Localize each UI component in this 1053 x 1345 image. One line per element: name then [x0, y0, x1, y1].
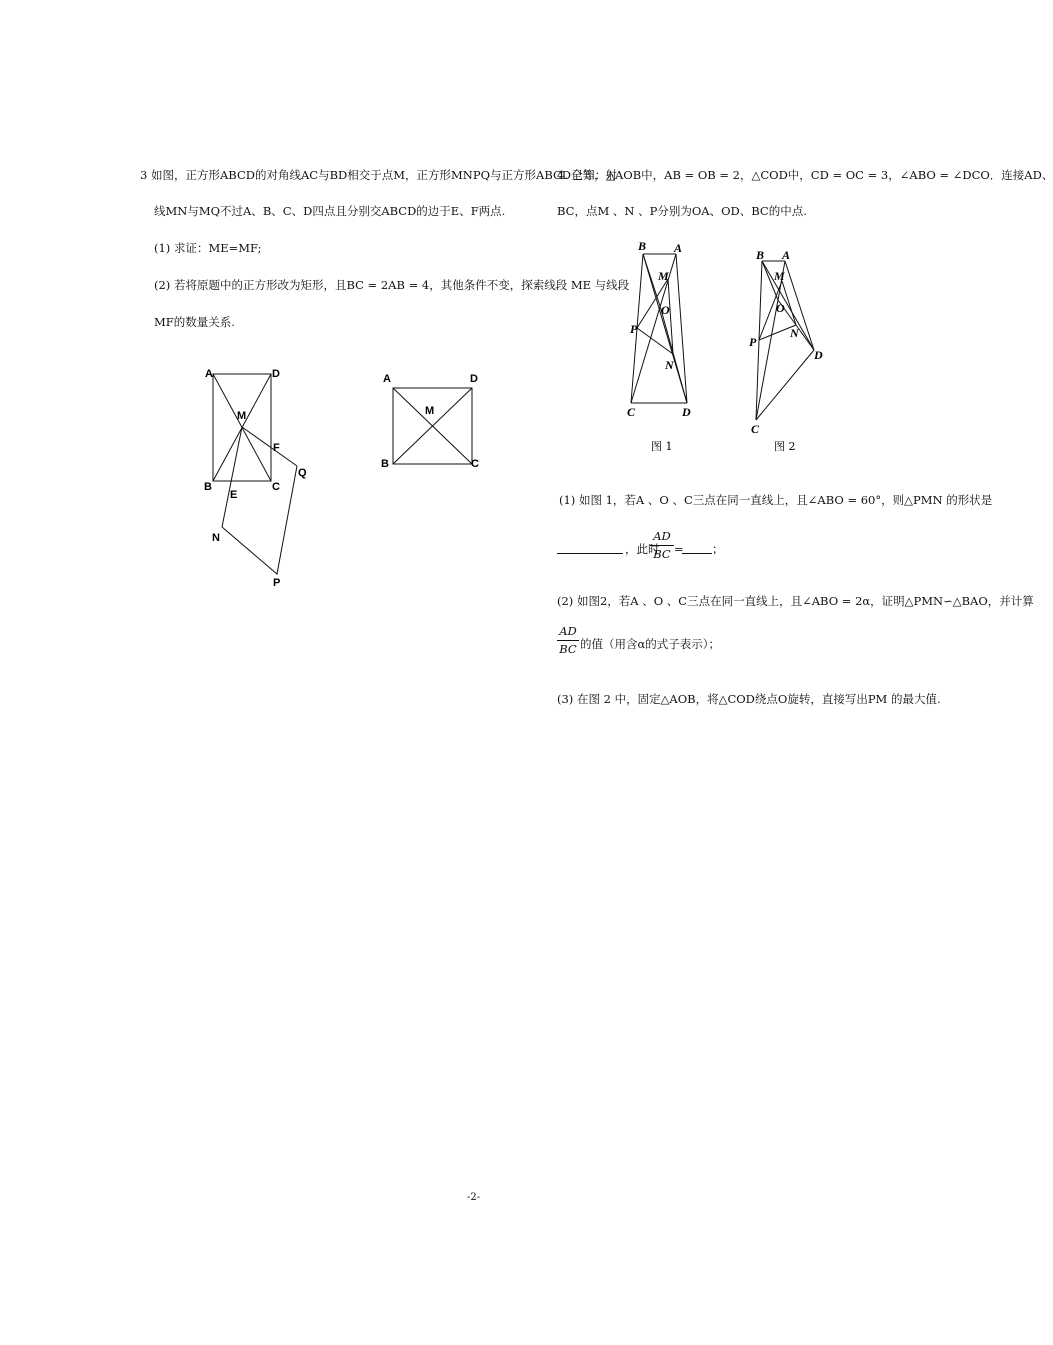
label-M: M	[237, 410, 247, 422]
page-number: -2-	[467, 1192, 481, 1203]
label-P: P	[273, 577, 281, 589]
label-A2: A	[383, 373, 391, 385]
p4-q3: (3) 在图 2 中，固定△AOB，将△COD绕点O旋转，直接写出PM 的最大值.	[557, 692, 941, 706]
frac-num: AD	[559, 624, 577, 638]
label-N: N	[212, 532, 220, 544]
p3-line1: 3 如图，正方形ABCD的对角线AC与BD相交于点M，正方形MNPQ与正方形ABCD全等，射	[140, 168, 617, 182]
f1-label-M: M	[658, 269, 669, 283]
f2-label-N: N	[790, 326, 799, 340]
p4-q1-blank1[interactable]	[557, 553, 623, 554]
f2-label-B: B	[756, 248, 765, 262]
p4-q2-frac	[557, 624, 579, 657]
p4-q1a: (1) 如图 1，若A 、O 、C三点在同一直线上，且∠ABO = 60°，则△PMN 的形状是	[559, 493, 993, 507]
p3-part2: (2) 若将原题中的正方形改为矩形，且BC = 2AB = 4，其他条件不变，探索线段 ME 与线段	[154, 278, 630, 292]
p4-line1: 4. 已知：△AOB中，AB = OB = 2，△COD中，CD = OC = 3，∠ABO = ∠DCO．连接AD、	[557, 168, 1053, 182]
label-E: E	[230, 489, 238, 501]
p4-q1-blank2[interactable]	[682, 553, 712, 554]
f2-label-C: C	[751, 422, 760, 436]
fig2-caption: 图 2	[774, 440, 796, 453]
label-C: C	[272, 481, 280, 493]
frac-den: BC	[559, 642, 577, 656]
label-M2: M	[425, 405, 435, 417]
frac-num: AD	[653, 529, 671, 543]
p4-q1c: =	[674, 542, 684, 556]
f2-label-O: O	[776, 301, 785, 315]
p4-q1b: ，此时	[625, 542, 660, 556]
f2-label-A: A	[782, 248, 791, 262]
p4-q1d: ；	[712, 542, 724, 556]
p4-q1-frac	[650, 529, 674, 562]
f1-label-P: P	[630, 322, 638, 336]
p3-line2: 线MN与MQ不过A、B、C、D四点且分别交ABCD的边于E、F两点.	[154, 204, 506, 218]
f1-label-N: N	[665, 358, 674, 372]
label-F: F	[273, 442, 280, 454]
label-B: B	[204, 481, 212, 493]
label-A: A	[205, 368, 213, 380]
label-Q: Q	[298, 467, 307, 479]
fig1-caption: 图 1	[651, 440, 673, 453]
f2-label-M: M	[774, 269, 785, 283]
label-D: D	[272, 368, 280, 380]
label-B2: B	[381, 458, 389, 470]
f1-label-D: D	[682, 405, 691, 419]
frac-den: BC	[653, 547, 671, 561]
p4-q2b: 的值（用含α的式子表示）；	[580, 637, 721, 651]
f2-label-D: D	[814, 348, 823, 362]
f1-label-B: B	[638, 239, 647, 253]
f2-label-P: P	[749, 335, 757, 349]
p4-line2: BC，点M 、N 、P分别为OA、OD、BC的中点.	[557, 204, 807, 218]
f1-label-A: A	[674, 241, 683, 255]
label-D2: D	[470, 373, 478, 385]
p3-part2b: MF的数量关系.	[154, 315, 235, 329]
label-C2: C	[471, 458, 479, 470]
p4-q2a: (2) 如图2，若A 、O 、C三点在同一直线上，且∠ABO = 2α，证明△PMN∽△BAO，并计算	[557, 594, 1034, 608]
f1-label-C: C	[627, 405, 636, 419]
p3-part1: (1) 求证：ME=MF;	[154, 241, 262, 255]
f1-label-O: O	[661, 303, 670, 317]
